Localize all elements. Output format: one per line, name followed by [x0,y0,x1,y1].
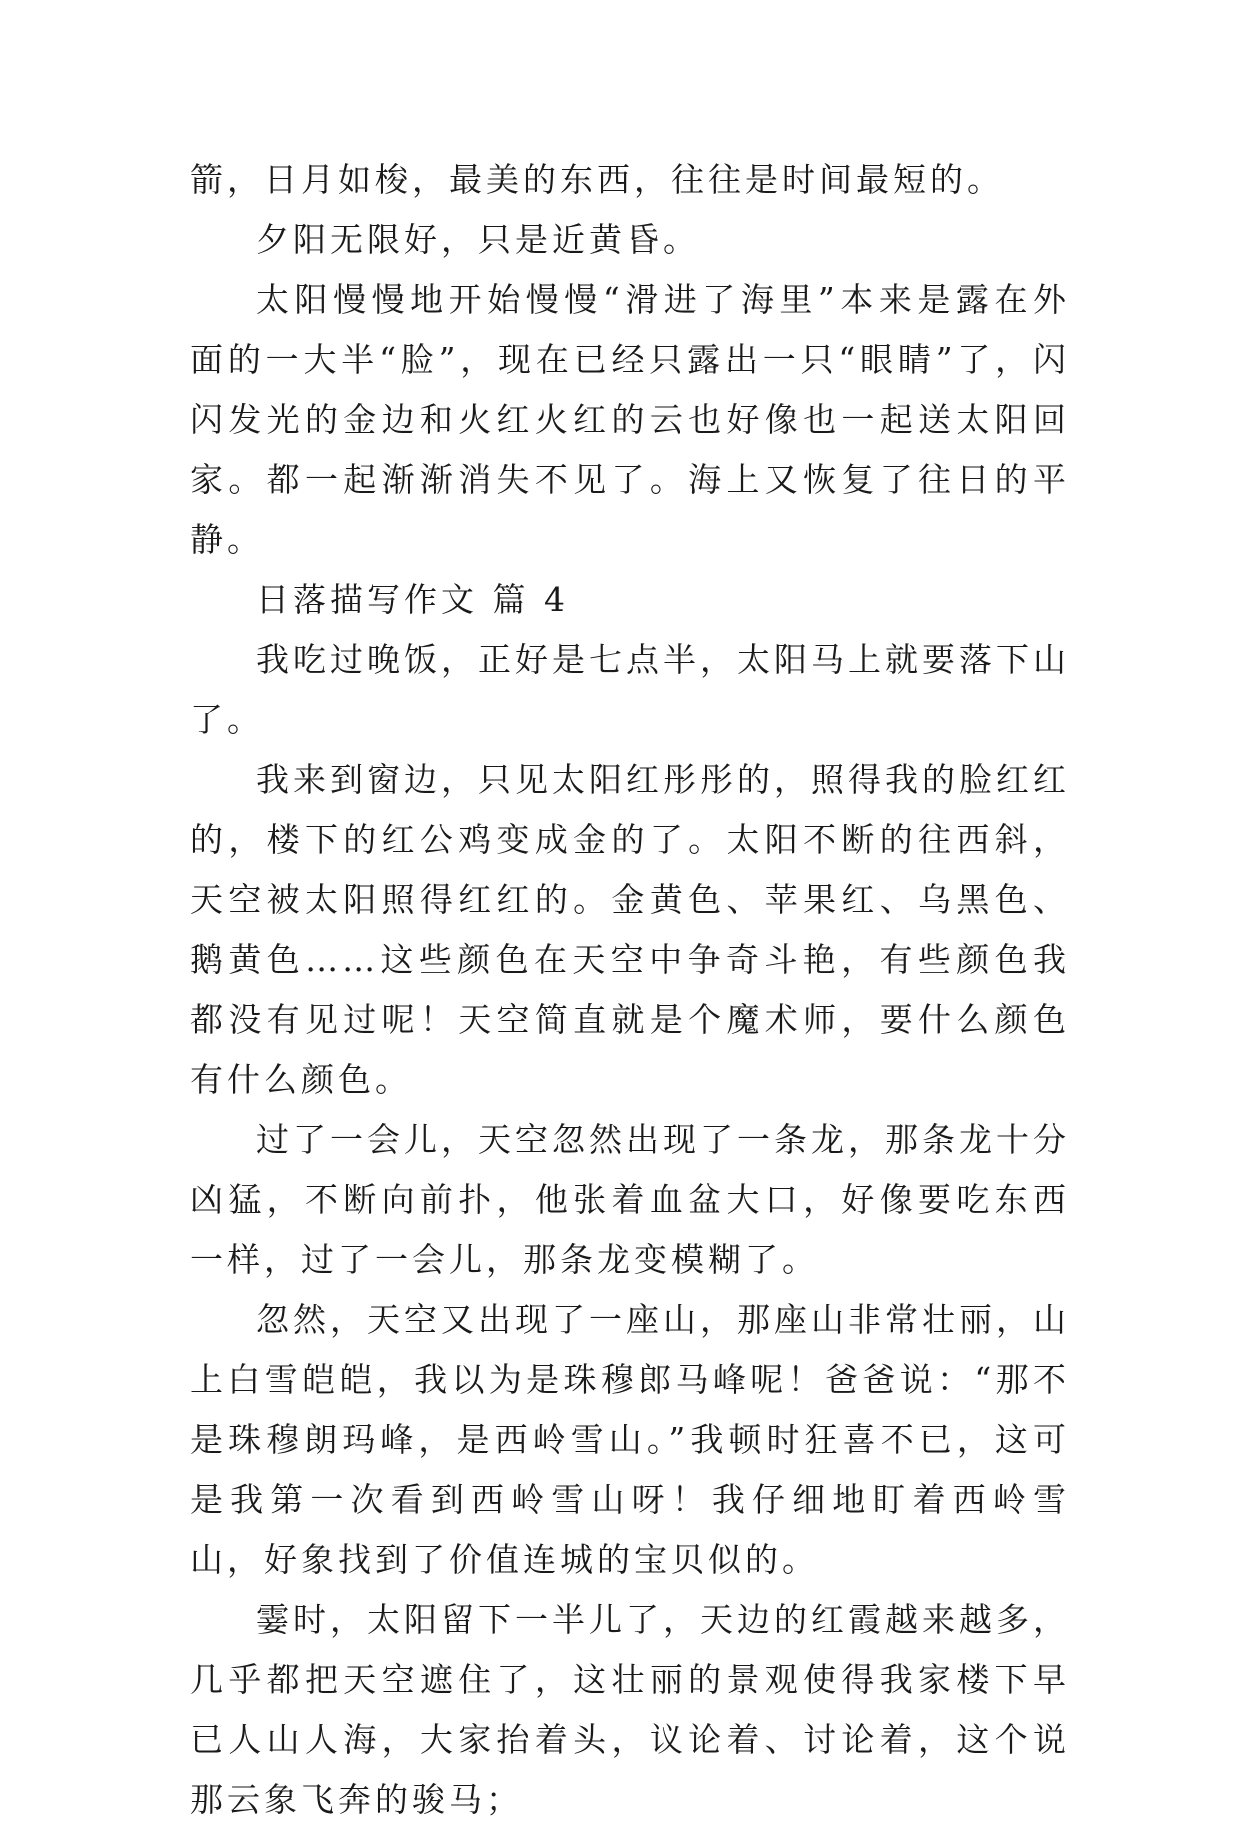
paragraph: 我来到窗边，只见太阳红彤彤的，照得我的脸红红的，楼下的红公鸡变成金的了。太阳不断的往西斜，天空被太阳照得红红的。金黄色、苹果红、乌黑色、鹅黄色……这些颜色在天空中争奇斗艳，有些颜色我都没有见过呢！天空简直就是个魔术师，要什么颜色有什么颜色。 [190,760,1070,1099]
paragraph: 太阳慢慢地开始慢慢“滑进了海里”本来是露在外面的一大半“脸”，现在已经只露出一只“眼睛”了，闪闪发光的金边和火红火红的云也好像也一起送太阳回家。都一起渐渐消失不见了。海上又恢复了往日的平静。 [190,280,1070,559]
paragraph: 夕阳无限好，只是近黄昏。 [256,220,700,259]
document-body [190,150,1070,1830]
paragraph: 箭，日月如梭，最美的东西，往往是时间最短的。 [190,160,1004,199]
paragraph: 霎时，太阳留下一半儿了，天边的红霞越来越多，几乎都把天空遮住了，这壮丽的景观使得我家楼下早已人山人海，大家抬着头，议论着、讨论着，这个说那云象飞奔的骏马； [190,1600,1070,1819]
paragraph: 我吃过晚饭，正好是七点半，太阳马上就要落下山了。 [190,640,1070,739]
paragraph: 忽然，天空又出现了一座山，那座山非常壮丽，山上白雪皑皑，我以为是珠穆郎马峰呢！爸爸说：“那不是珠穆朗玛峰，是西岭雪山。”我顿时狂喜不已，这可是我第一次看到西岭雪山呀！我仔细地盯着西岭雪山，好象找到了价值连城的宝贝似的。 [190,1300,1070,1579]
paragraph: 过了一会儿，天空忽然出现了一条龙，那条龙十分凶猛，不断向前扑，他张着血盆大口，好像要吃东西一样，过了一会儿，那条龙变模糊了。 [190,1120,1070,1279]
section-heading: 日落描写作文 篇 4 [256,580,569,619]
